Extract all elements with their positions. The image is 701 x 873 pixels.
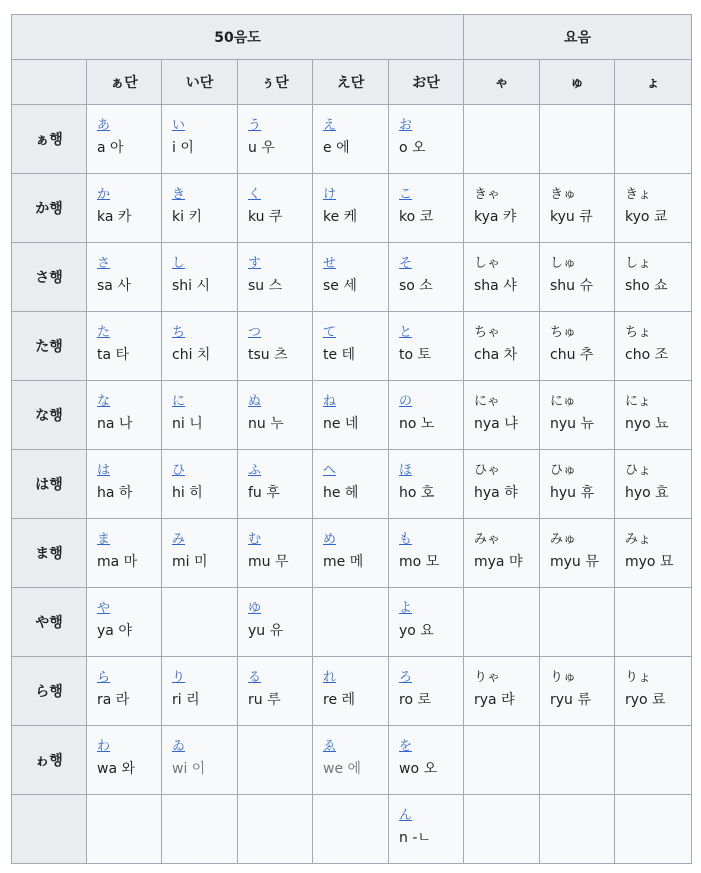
romanization-text: mo 모: [399, 554, 440, 570]
kana-link[interactable]: た: [97, 325, 111, 340]
kana-link[interactable]: の: [399, 394, 413, 409]
kana-cell: [389, 519, 464, 588]
kana-cell: [540, 450, 615, 519]
kana-cell: [540, 795, 615, 864]
kana-cell: [162, 174, 238, 243]
romanization-text: nya 냐: [474, 416, 518, 432]
kana-link[interactable]: あ: [97, 118, 111, 133]
row-header: ら행: [12, 657, 87, 726]
kana-cell: [313, 243, 389, 312]
kana-cell: [238, 588, 313, 657]
kana-cell: [540, 312, 615, 381]
kana-link[interactable]: ね: [323, 394, 337, 409]
romanization-text: wo 오: [399, 761, 437, 777]
romanization-text: o 오: [399, 140, 426, 156]
kana-link[interactable]: ま: [97, 532, 111, 547]
kana-link[interactable]: ゑ: [323, 739, 337, 754]
kana-cell: [162, 312, 238, 381]
romanization-text: na 나: [97, 416, 133, 432]
kana-text: ちゅ: [550, 325, 577, 340]
kana-cell: [464, 381, 540, 450]
table-row: [12, 519, 692, 588]
kana-text: ひゅ: [550, 463, 577, 478]
kana-cell: [87, 795, 162, 864]
romanization-text: me 메: [323, 554, 364, 570]
kana-link[interactable]: け: [323, 187, 337, 202]
romanization-text: kyo 쿄: [625, 209, 668, 225]
kana-cell: [162, 450, 238, 519]
kana-cell: [313, 795, 389, 864]
kana-cell: [87, 312, 162, 381]
kana-cell: [162, 726, 238, 795]
kana-cell: [464, 657, 540, 726]
romanization-text: ri 리: [172, 692, 200, 708]
kana-cell: [540, 726, 615, 795]
table-row: [12, 243, 692, 312]
column-header: え단: [313, 60, 389, 105]
romanization-text: n -ㄴ: [399, 830, 431, 846]
kana-text: にょ: [625, 394, 651, 409]
kana-cell: [615, 795, 692, 864]
kana-cell: [87, 726, 162, 795]
kana-link[interactable]: お: [399, 118, 413, 133]
kana-link[interactable]: ほ: [399, 463, 413, 478]
kana-cell: [162, 657, 238, 726]
romanization-text: ho 호: [399, 485, 435, 501]
column-header: ぅ단: [238, 60, 313, 105]
kana-cell: [162, 381, 238, 450]
kana-cell: [87, 657, 162, 726]
kana-text: きゅ: [550, 187, 577, 202]
kana-cell: [313, 519, 389, 588]
kana-link[interactable]: ろ: [399, 670, 413, 685]
kana-text: ひょ: [625, 463, 652, 478]
romanization-text: tsu 츠: [248, 347, 288, 363]
row-header: か행: [12, 174, 87, 243]
romanization-text: shi 시: [172, 278, 211, 294]
corner-cell: [12, 60, 87, 105]
romanization-text: we 에: [323, 761, 362, 777]
kana-text: きょ: [625, 187, 652, 202]
romanization-text: e 에: [323, 140, 350, 156]
romanization-text: nu 누: [248, 416, 284, 432]
romanization-text: to 토: [399, 347, 432, 363]
kana-cell: [87, 381, 162, 450]
romanization-text: fu 후: [248, 485, 280, 501]
kana-link[interactable]: よ: [399, 601, 413, 616]
kana-cell: [313, 726, 389, 795]
table-row: [12, 588, 692, 657]
kana-cell: [389, 588, 464, 657]
kana-cell: [615, 174, 692, 243]
kana-cell: [313, 657, 389, 726]
kana-cell: [464, 795, 540, 864]
kana-link[interactable]: は: [97, 463, 111, 478]
kana-link[interactable]: れ: [323, 670, 337, 685]
romanization-text: sa 사: [97, 278, 131, 294]
kana-cell: [162, 588, 238, 657]
kana-cell: [464, 174, 540, 243]
kana-link[interactable]: ゐ: [172, 739, 186, 754]
kana-cell: [540, 105, 615, 174]
kana-text: ちゃ: [474, 325, 501, 340]
romanization-text: kya 캬: [474, 209, 517, 225]
kana-cell: [162, 519, 238, 588]
romanization-text: te 테: [323, 347, 356, 363]
kana-cell: [464, 519, 540, 588]
romanization-text: wi 이: [172, 761, 206, 777]
kana-cell: [389, 312, 464, 381]
table-row: [12, 795, 692, 864]
romanization-text: u 우: [248, 140, 275, 156]
kana-text: にゃ: [474, 394, 500, 409]
kana-link[interactable]: り: [172, 670, 186, 685]
romanization-text: hyu 휴: [550, 485, 595, 501]
kana-text: しゅ: [550, 256, 577, 271]
kana-link[interactable]: す: [248, 256, 262, 271]
kana-cell: [464, 450, 540, 519]
romanization-text: nyu 뉴: [550, 416, 595, 432]
kana-cell: [389, 105, 464, 174]
kana-cell: [87, 588, 162, 657]
romanization-text: hi 히: [172, 485, 203, 501]
kana-link[interactable]: ち: [172, 325, 186, 340]
kana-link[interactable]: ゆ: [248, 601, 262, 616]
romanization-text: chu 추: [550, 347, 594, 363]
romanization-text: i 이: [172, 140, 194, 156]
row-header: た행: [12, 312, 87, 381]
romanization-text: chi 치: [172, 347, 211, 363]
kana-cell: [540, 519, 615, 588]
kana-cell: [238, 174, 313, 243]
kana-cell: [540, 657, 615, 726]
romanization-text: myu 뮤: [550, 554, 599, 570]
romanization-text: he 헤: [323, 485, 359, 501]
kana-text: みょ: [625, 532, 652, 547]
kana-link[interactable]: ぬ: [248, 394, 262, 409]
kana-text: みゅ: [550, 532, 577, 547]
kana-text: みゃ: [474, 532, 501, 547]
row-header: ぁ행: [12, 105, 87, 174]
kana-link[interactable]: め: [323, 532, 337, 547]
romanization-text: myo 묘: [625, 554, 674, 570]
kana-cell: [540, 381, 615, 450]
kana-cell: [238, 519, 313, 588]
romanization-text: sho 쇼: [625, 278, 668, 294]
kana-cell: [87, 105, 162, 174]
kana-cell: [389, 243, 464, 312]
romanization-text: mu 무: [248, 554, 289, 570]
romanization-text: ha 하: [97, 485, 133, 501]
kana-cell: [313, 312, 389, 381]
kana-cell: [87, 174, 162, 243]
table-row: [12, 174, 692, 243]
row-header: さ행: [12, 243, 87, 312]
kana-cell: [464, 243, 540, 312]
kana-cell: [313, 588, 389, 657]
kana-table: [11, 14, 692, 864]
kana-link[interactable]: や: [97, 601, 111, 616]
romanization-text: hya 햐: [474, 485, 518, 501]
romanization-text: sha 샤: [474, 278, 517, 294]
kana-link[interactable]: こ: [399, 187, 413, 202]
romanization-text: so 소: [399, 278, 433, 294]
kana-text: ちょ: [625, 325, 652, 340]
kana-cell: [389, 657, 464, 726]
romanization-text: ru 루: [248, 692, 281, 708]
kana-text: りょ: [625, 670, 652, 685]
kana-cell: [87, 243, 162, 312]
kana-cell: [615, 243, 692, 312]
kana-link[interactable]: て: [323, 325, 337, 340]
kana-cell: [238, 726, 313, 795]
kana-cell: [238, 795, 313, 864]
kana-cell: [615, 588, 692, 657]
column-header: ゃ: [464, 60, 540, 105]
kana-link[interactable]: く: [248, 187, 262, 202]
kana-link[interactable]: な: [97, 394, 111, 409]
romanization-text: ma 마: [97, 554, 138, 570]
kana-cell: [238, 657, 313, 726]
kana-link[interactable]: さ: [97, 256, 111, 271]
kana-cell: [615, 381, 692, 450]
kana-cell: [464, 588, 540, 657]
romanization-text: se 세: [323, 278, 357, 294]
kana-cell: [162, 105, 238, 174]
kana-cell: [313, 174, 389, 243]
kana-cell: [162, 795, 238, 864]
kana-cell: [162, 243, 238, 312]
kana-link[interactable]: へ: [323, 463, 337, 478]
yoon-header: 요음: [464, 15, 692, 60]
kana-text: ひゃ: [474, 463, 501, 478]
column-header: お단: [389, 60, 464, 105]
kana-cell: [615, 657, 692, 726]
kana-link[interactable]: ん: [399, 808, 413, 823]
romanization-text: ku 쿠: [248, 209, 283, 225]
kana-cell: [615, 105, 692, 174]
kana-link[interactable]: し: [172, 256, 186, 271]
column-header: い단: [162, 60, 238, 105]
kana-text: しょ: [625, 256, 652, 271]
column-header: ぁ단: [87, 60, 162, 105]
romanization-text: yo 요: [399, 623, 434, 639]
romanization-text: shu 슈: [550, 278, 594, 294]
kana-link[interactable]: そ: [399, 256, 413, 271]
kana-link[interactable]: わ: [97, 739, 111, 754]
kana-text: りゃ: [474, 670, 501, 685]
table-row: [12, 450, 692, 519]
kana-link[interactable]: き: [172, 187, 186, 202]
row-header: [12, 795, 87, 864]
kana-link[interactable]: ふ: [248, 463, 262, 478]
romanization-text: re 레: [323, 692, 356, 708]
kana-link[interactable]: み: [172, 532, 186, 547]
romanization-text: ko 코: [399, 209, 434, 225]
row-header: や행: [12, 588, 87, 657]
kana-cell: [313, 450, 389, 519]
kana-text: りゅ: [550, 670, 577, 685]
romanization-text: ra 라: [97, 692, 130, 708]
row-header: ゎ행: [12, 726, 87, 795]
gojuon-header: 50음도: [12, 15, 464, 60]
kana-cell: [238, 105, 313, 174]
kana-cell: [313, 381, 389, 450]
kana-cell: [313, 105, 389, 174]
kana-link[interactable]: か: [97, 187, 111, 202]
romanization-text: ryo 료: [625, 692, 666, 708]
kana-text: にゅ: [550, 394, 576, 409]
romanization-text: kyu 큐: [550, 209, 593, 225]
romanization-text: su 스: [248, 278, 283, 294]
column-header: ゅ: [540, 60, 615, 105]
romanization-text: cho 조: [625, 347, 669, 363]
romanization-text: ki 키: [172, 209, 202, 225]
kana-link[interactable]: と: [399, 325, 413, 340]
row-header: は행: [12, 450, 87, 519]
kana-link[interactable]: ら: [97, 670, 111, 685]
kana-link[interactable]: え: [323, 118, 337, 133]
kana-link[interactable]: つ: [248, 325, 262, 340]
kana-link[interactable]: も: [399, 532, 413, 547]
romanization-text: hyo 효: [625, 485, 669, 501]
romanization-text: ne 네: [323, 416, 359, 432]
romanization-text: ryu 류: [550, 692, 591, 708]
romanization-text: ro 로: [399, 692, 431, 708]
row-header: な행: [12, 381, 87, 450]
table-row: [12, 312, 692, 381]
kana-cell: [238, 312, 313, 381]
kana-link[interactable]: い: [172, 118, 186, 133]
kana-cell: [615, 450, 692, 519]
kana-cell: [87, 450, 162, 519]
kana-cell: [389, 726, 464, 795]
kana-cell: [615, 726, 692, 795]
kana-link[interactable]: ひ: [172, 463, 186, 478]
row-header: ま행: [12, 519, 87, 588]
kana-cell: [540, 588, 615, 657]
table-row: [12, 726, 692, 795]
kana-text: きゃ: [474, 187, 501, 202]
romanization-text: no 노: [399, 416, 435, 432]
romanization-text: ni 니: [172, 416, 203, 432]
romanization-text: wa 와: [97, 761, 136, 777]
kana-cell: [464, 105, 540, 174]
table-row: [12, 105, 692, 174]
romanization-text: mi 미: [172, 554, 208, 570]
kana-cell: [389, 381, 464, 450]
romanization-text: nyo 뇨: [625, 416, 669, 432]
kana-link[interactable]: に: [172, 394, 186, 409]
romanization-text: ta 타: [97, 347, 130, 363]
kana-cell: [389, 174, 464, 243]
kana-cell: [615, 519, 692, 588]
kana-link[interactable]: む: [248, 532, 262, 547]
romanization-text: ka 카: [97, 209, 132, 225]
kana-cell: [464, 726, 540, 795]
kana-cell: [615, 312, 692, 381]
kana-text: しゃ: [474, 256, 501, 271]
romanization-text: ke 케: [323, 209, 358, 225]
kana-cell: [238, 450, 313, 519]
kana-link[interactable]: る: [248, 670, 262, 685]
kana-cell: [540, 174, 615, 243]
romanization-text: cha 차: [474, 347, 518, 363]
kana-cell: [238, 381, 313, 450]
kana-cell: [540, 243, 615, 312]
romanization-text: yu 유: [248, 623, 284, 639]
kana-cell: [238, 243, 313, 312]
kana-cell: [389, 795, 464, 864]
kana-cell: [389, 450, 464, 519]
kana-cell: [464, 312, 540, 381]
kana-cell: [87, 519, 162, 588]
romanization-text: rya 랴: [474, 692, 515, 708]
romanization-text: mya 먀: [474, 554, 523, 570]
kana-link[interactable]: う: [248, 118, 262, 133]
kana-link[interactable]: を: [399, 739, 413, 754]
romanization-text: a 아: [97, 140, 124, 156]
table-row: [12, 381, 692, 450]
table-row: [12, 657, 692, 726]
column-header: ょ: [615, 60, 692, 105]
kana-link[interactable]: せ: [323, 256, 337, 271]
romanization-text: ya 야: [97, 623, 132, 639]
